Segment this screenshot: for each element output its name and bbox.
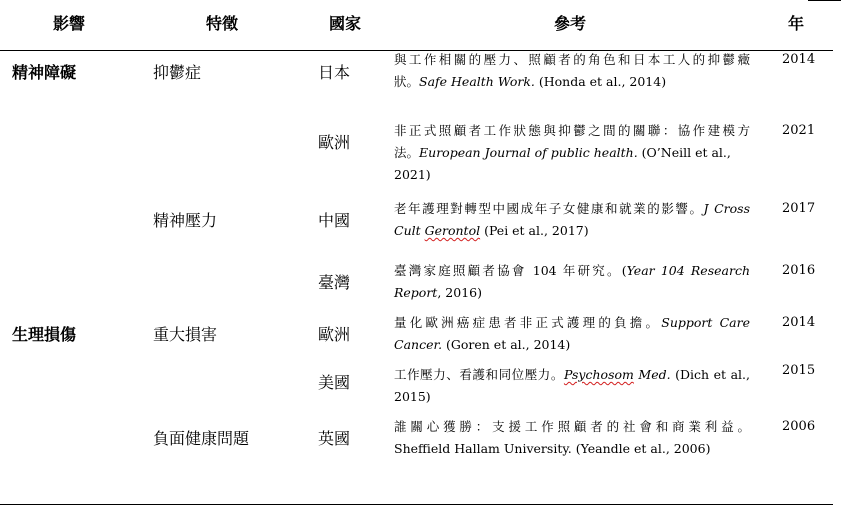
header-year: 年 [788,14,805,33]
bottom-rule [0,504,833,505]
header-reference: 參考 [554,14,587,33]
row-country: 英國 [318,429,351,448]
row-year: 2021 [782,123,816,138]
row-country: 歐洲 [318,325,351,344]
row-year: 2014 [782,52,816,67]
row-country: 日本 [318,63,351,82]
header-feature: 特徵 [206,14,239,33]
row-country: 美國 [318,373,351,392]
row-reference: 與工作相關的壓力、照顧者的角色和日本工人的抑鬱癥 狀。Safe Health Work. (Honda et al., 2014) [394,52,750,89]
row-country: 歐洲 [318,133,351,152]
row-reference: 工作壓力、看護和同位壓力。Psychosom Med. (Dich et al., 2015) [394,367,750,404]
row-year: 2016 [782,263,816,278]
row-reference: 誰關心獲勝：支援工作照顧者的社會和商業利益。 Sheffield Hallam University. (Yeandle et al., 2006) [394,419,750,456]
feature-stress: 精神壓力 [153,211,218,230]
row-reference: 量化歐洲癌症患者非正式護理的負擔。Support Care Cancer. (Goren et al., 2014) [394,315,750,352]
row-country: 中國 [318,211,351,230]
row-reference: 老年護理對轉型中國成年子女健康和就業的影響。J Cross Cult Gerontol (Pei et al., 2017) [394,201,750,238]
top-rule [808,0,841,1]
row-year: 2017 [782,201,816,216]
impact-physical: 生理損傷 [12,325,77,344]
row-reference: 非正式照顧者工作狀態與抑鬱之間的關聯：協作建模方 法。European Journal of public health. (O’Neill et al., 2021) [394,123,750,182]
header-country: 國家 [329,14,362,33]
feature-depression: 抑鬱症 [153,63,202,82]
impact-mental: 精神障礙 [12,63,77,82]
feature-harm: 重大損害 [153,325,218,344]
row-reference: 臺灣家庭照顧者協會 104 年研究。(Year 104 Research Report, 2016) [394,263,750,300]
row-country: 臺灣 [318,273,351,292]
feature-health: 負面健康問題 [153,429,250,448]
row-year: 2014 [782,315,816,330]
row-year: 2015 [782,363,816,378]
row-year: 2006 [782,419,816,434]
header-impact: 影響 [53,14,86,33]
